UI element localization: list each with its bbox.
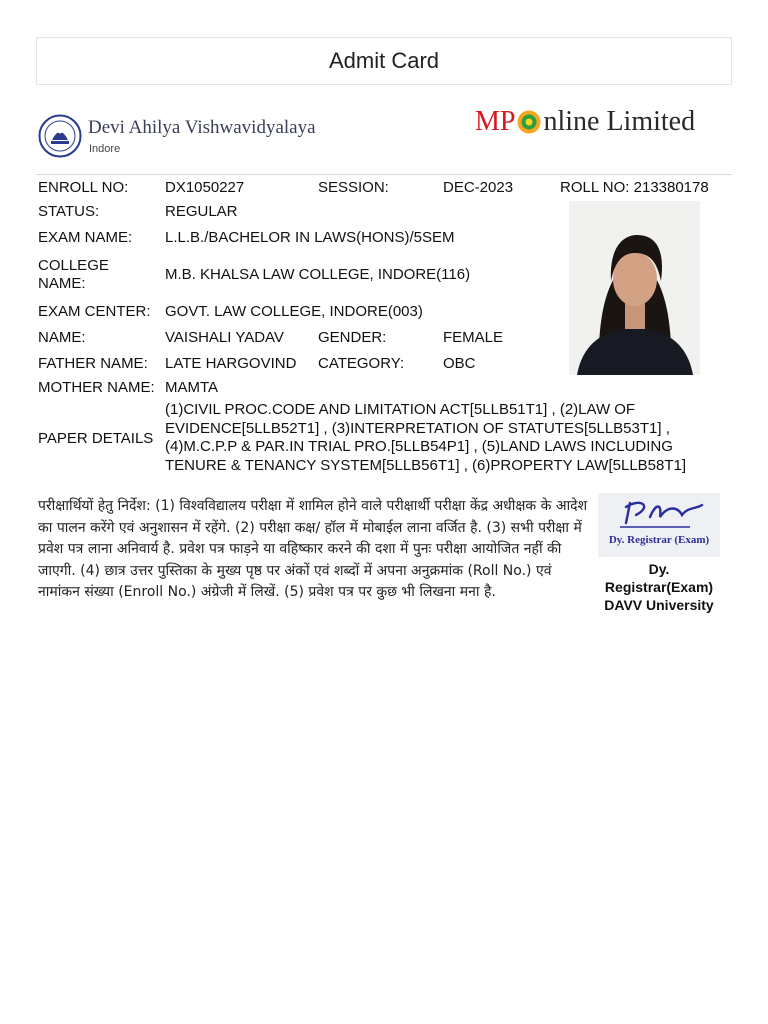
exam-name-value: L.L.B./BACHELOR IN LAWS(HONS)/5SEM [165, 229, 455, 246]
signature-caption [584, 560, 734, 614]
enroll-no-value: DX1050227 [165, 179, 245, 196]
name-label: NAME: [38, 329, 86, 346]
paper-details-label: PAPER DETAILS [38, 430, 154, 447]
exam-name-label: EXAM NAME: [38, 229, 133, 246]
mother-name-label: MOTHER NAME: [38, 379, 155, 396]
title-text: Admit Card [328, 48, 440, 73]
name-value: VAISHALI YADAV [165, 329, 284, 346]
admit-card-title [36, 37, 732, 85]
college-label-line1: COLLEGE [38, 257, 109, 274]
category-value: OBC [443, 355, 476, 372]
university-city: Indore [89, 143, 121, 155]
status-value: REGULAR [165, 203, 238, 220]
college-label-line2: NAME: [38, 275, 86, 292]
status-label: STATUS: [38, 203, 100, 220]
candidate-photo [569, 201, 700, 375]
session-value: DEC-2023 [443, 179, 514, 196]
caption-line3: DAVV University [604, 597, 714, 613]
father-name-value: LATE HARGOVIND [165, 355, 297, 372]
registrar-signature [598, 493, 720, 557]
stamp-text: Dy. Registrar (Exam) [608, 534, 710, 546]
gender-value: FEMALE [443, 329, 504, 346]
mponline-logo [475, 104, 695, 140]
signature-image [598, 493, 720, 557]
header-divider [36, 174, 732, 175]
session-label: SESSION: [318, 179, 389, 196]
university-seal-icon [38, 114, 82, 158]
father-name-label: FATHER NAME: [38, 355, 148, 372]
gender-label: GENDER: [318, 329, 387, 346]
enroll-no-label: ENROLL NO: [38, 179, 129, 196]
college-name-value: M.B. KHALSA LAW COLLEGE, INDORE(116) [165, 266, 471, 283]
caption-line2: Registrar(Exam) [604, 579, 714, 595]
mponline-suffix: nline Limited [543, 106, 696, 137]
instructions-text: परीक्षार्थियों हेतु निर्देश: (1) विश्वविद्यालय परीक्षा में शामिल होने वाले परीक्षार्थी परीक्षा केंद्र अधीक्षक के आदेश का पालन करेंगे एवं अनुशासन में रहेंगे. (2) परीक्षा कक्ष/ हॉल में मोबाईल लाना वर्जित है. (3) सभी परीक्षा में प्रवेश पत्र लाना अनिवार्य है. प्रवेश पत्र फाड़ने या वहिष्कार करने की दशा में पुनः परीक्षा आयोजित नहीं की जाएगी. (4) छात्र उत्तर पुस्तिका के मुख्य पृष्ठ पर अंकों एवं शब्दों में अपना अनुक्रमांक (Roll No.) एवं नामांकन संख्या (Enroll No.) अंग्रेजी में लिखें. (5) प्रवेश पत्र पर कुछ भी लिखना मना है. [38, 498, 588, 600]
mponline-prefix: MP [475, 106, 516, 137]
exam-center-label: EXAM CENTER: [38, 303, 151, 320]
caption-line1: Dy. [648, 561, 670, 577]
mother-name-value: MAMTA [165, 379, 219, 396]
roll-no: ROLL NO: 213380178 [560, 179, 709, 196]
exam-center-value: GOVT. LAW COLLEGE, INDORE(003) [165, 303, 423, 320]
candidate-photo-image [569, 201, 700, 375]
mponline-flower-icon [516, 109, 542, 135]
paper-details-value: (1)CIVIL PROC.CODE AND LIMITATION ACT[5LLB51T1] , (2)LAW OF EVIDENCE[5LLB52T1] , (3)INTERPRETATION OF STATUTES[5LLB53T1] , (4)M.C.P.P & PAR.IN TRIAL PRO.[5LLB54P1] , (5)LAND LAWS INCLUDING TENURE & TENANCY SYSTEM[5LLB56T1] , (6)PROPERTY LAW[5LLB58T1] [165, 401, 687, 474]
category-label: CATEGORY: [318, 355, 405, 372]
university-name: Devi Ahilya Vishwavidyalaya [88, 117, 316, 138]
